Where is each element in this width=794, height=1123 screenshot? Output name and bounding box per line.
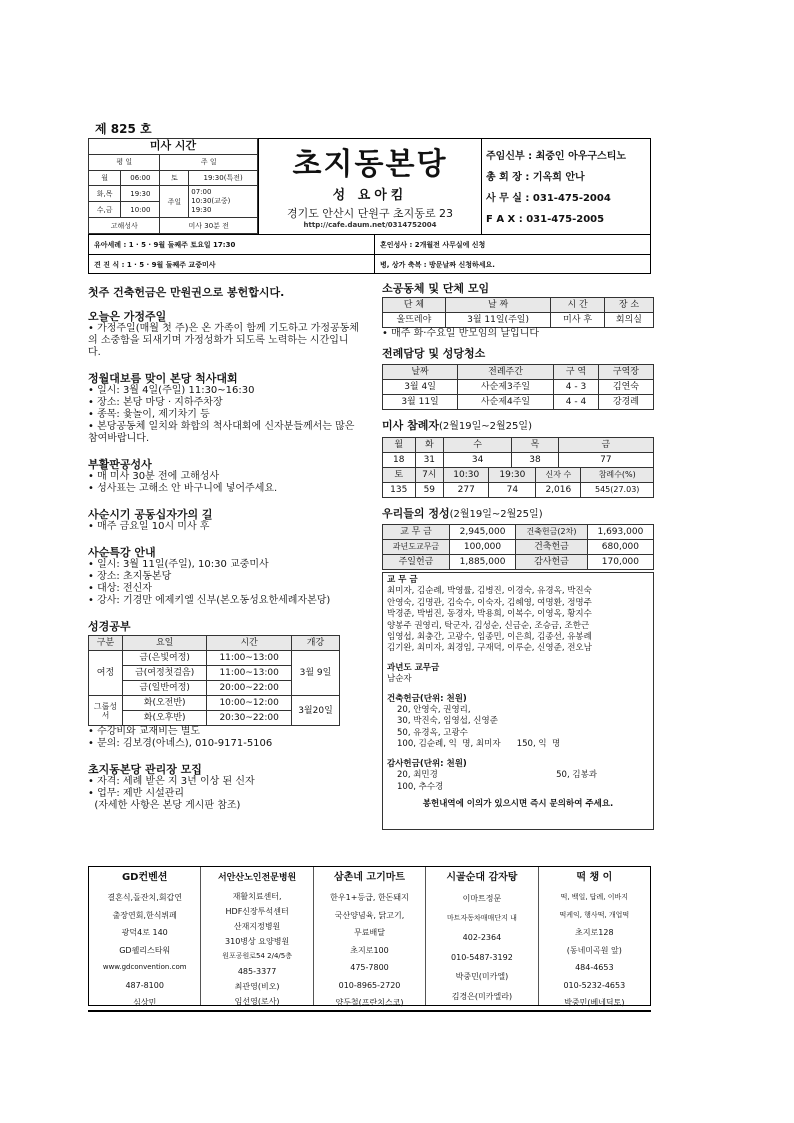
list-item: • 수강비와 교재비는 별도 [88,726,201,737]
td: 59 [415,483,444,498]
box-heading: 과년도 교무금 [387,662,440,673]
th: 19:30 [489,468,536,483]
th: 날짜 [383,365,458,380]
ad-name: 떡 챙 이 [576,872,613,883]
box-heading: 건축헌금(단위: 천원) [387,693,467,704]
bible-group: 여정 [89,651,123,696]
td: 2,016 [536,483,581,498]
ad-line: 310병상 요양병원 [225,937,290,946]
td: 135 [383,483,416,498]
parish-contact-info [486,146,626,230]
ad-sundae [426,867,538,1005]
names-line: 50, 유경옥, 고광수 [397,727,468,738]
list-item: • 종목: 윷놀이, 제기차기 등 [88,409,210,420]
td: 34 [444,453,512,468]
list-item: • 문의: 김보경(아녜스), 010-9171-5106 [88,738,273,749]
ad-hospital [201,867,313,1005]
td: 건축헌금 [516,540,588,555]
small-community-table [382,297,654,328]
parish-address: 경기도 안산시 단원구 초지동로 23 [286,207,454,220]
mass-cell: 토 [160,170,189,186]
small-community-note: • 매주 화·수요일 반모임의 날입니다 [382,328,540,339]
names-line: 100, 김순례, 익 명, 최미자 150, 익 명 [397,739,561,750]
list-item: • 본당공동체 일치와 화합의 척사대회에 신자분들께서는 많은 참여바랍니다. [88,421,355,444]
ad-line: 최관영(비오) [234,982,280,991]
ad-line: 이마트정문 [462,894,502,903]
th: 목 [512,438,559,453]
td: 77 [558,453,653,468]
ad-name: GD컨벤션 [121,872,168,883]
th: 구분 [89,636,123,651]
td: 11:00~13:00 [207,651,292,666]
names-line: 양봉주 권영리, 탁군자, 김성순, 신금순, 조승금, 조한근 [387,620,590,631]
section-title: 오늘은 가정주일 [88,310,167,323]
section-title: 소공동체 및 단체 모임 [382,282,490,295]
list-item: • 매주 금요일 10시 미사 후 [88,521,210,532]
ad-meat-mart [314,867,426,1005]
td: 20:30~22:00 [207,711,292,726]
section-body: • 가정주일(매월 첫 주)은 온 가족이 함께 기도하고 가정공동체의 소중함을 되새기며 가정성화가 되도록 노력하는 시간입니다. [88,323,359,358]
section-title: 전례담당 및 성당청소 [382,347,486,360]
td: 화(오후반) [123,711,207,726]
td: 사순제4주일 [458,395,554,410]
office-label: 사 무 실 : [486,193,530,204]
section-title: 성경공부 [88,620,131,633]
sponsor-ads [88,866,651,1006]
names-line: 최미자, 김순례, 박영률, 김병진, 이경숙, 유경옥, 박진숙 [387,586,592,597]
ad-line: 485-3377 [237,967,277,976]
th: 전례주간 [458,365,554,380]
th: 토 [383,468,416,483]
section-title: 초지동본당 관리장 모집 [88,763,202,776]
parish-url[interactable]: http://cafe.daum.net/0314752004 [303,221,437,229]
chair-label: 총 회 장 : [486,172,530,183]
ad-rice-cake [539,867,650,1005]
names-line: 안영숙, 김명관, 김숙수, 이숙자, 김혜영, 여명환, 정명주 [387,597,592,608]
mass-caption: 미사 시간 [89,139,258,155]
th: 참례수(%) [581,468,654,483]
ad-line: 국산양념육, 닭고기, [334,910,405,920]
sick-blessing: 병, 상가 축복 : 방문날짜 신청하세요. [380,261,495,269]
ad-line: 475-7800 [350,963,389,972]
mass-h-weekend: 주 일 [160,154,258,170]
ad-line: 떡케익, 행사떡, 개업떡 [559,910,630,919]
mass-confession-time: 미사 30분 전 [160,218,258,234]
list-item: • 자격: 세례 받은 지 3년 이상 된 신자 [88,776,255,787]
td: 3월 11일(주일) [445,313,551,328]
td: 2,945,000 [449,525,515,540]
ad-line: 010-5232-4653 [563,980,626,990]
bible-start: 3월20일 [292,696,340,726]
fax-number: 031-475-2005 [526,214,605,225]
mass-sunday-label: 주일 [160,186,189,218]
mass-sunday-times: 07:00 10:30(교중) 19:30 [189,186,258,218]
infant-baptism: 유아세례 : 1 · 5 · 9월 둘째주 토요일 17:30 [94,241,236,249]
ad-line: 박중민(미카엘) [455,972,509,981]
th: 시간 [207,636,292,651]
ad-line: GD웰리스타워 [119,945,171,955]
th: 월 [383,438,416,453]
chair-name: 기옥희 안나 [532,172,585,183]
ad-line: 광덕4로 140 [121,928,168,937]
names-line: 남순자 [387,674,412,685]
offering-note: 봉헌내역에 이의가 있으시면 즉시 문의하여 주세요. [422,798,614,809]
th: 요일 [123,636,207,651]
offering-table [382,524,654,570]
td: 김연숙 [598,380,653,395]
names-line: 30, 박진숙, 임영섭, 신영준 [397,716,498,727]
names-line: 50, 김봉과 [556,770,597,781]
ad-name: 시골순대 감자탕 [446,872,518,883]
section-title: 사순특강 안내 [88,546,156,559]
td: 1,693,000 [587,525,653,540]
td: 3월 11일 [383,395,458,410]
bible-group: 그룹성서 [89,696,123,726]
names-line: 100, 추수경 [397,781,444,792]
th: 금 [558,438,653,453]
td: 감사헌금 [516,555,588,570]
names-line: 20, 최민경 [397,770,438,781]
th: 7시 [415,468,444,483]
td: 545(27.03) [581,483,654,498]
mass-confession: 고해성사 [89,218,160,234]
patron-saint: 성 요아킴 [332,188,408,203]
td: 18 [383,453,416,468]
th: 구 역 [553,365,598,380]
off-period: (2월19일~2월25일) [449,509,543,520]
td: 건축헌금(2차) [516,525,588,540]
names-line: 김기완, 최미자, 최경임, 구재덕, 이루순, 신영준, 전오남 [387,643,592,654]
ad-gd-convention [89,867,201,1005]
mass-cell: 19:30 [121,186,160,202]
ad-line: 초지로128 [575,928,614,937]
notice-building-fund: 첫주 건축헌금은 만원권으로 봉헌합시다. [88,286,285,299]
ad-line: HDF신장투석센터 [225,907,289,916]
ad-line: 박중민(베네딕토) [564,998,625,1007]
ad-line: 임선영(로사) [234,997,280,1006]
td: 강경례 [598,395,653,410]
section-title: 정월대보름 맞이 본당 척사대회 [88,372,238,385]
td: 10:00~12:00 [207,696,292,711]
ad-line: 원포공원로54 2/4/5층 [222,952,292,960]
th: 개강 [292,636,340,651]
names-line: 박경준, 박범진, 동경자, 박용희, 이복수, 이영옥, 황지수 [387,609,592,620]
list-item: • 업무: 제반 시설관리 [88,788,185,799]
ad-line: 재활치료센터, [232,892,282,901]
issue-number: 제 825 호 [95,122,152,136]
td: 주일헌금 [383,555,450,570]
section-title: 부활판공성사 [88,458,152,471]
td: 38 [512,453,559,468]
ad-line: 010-8965-2720 [338,980,401,990]
sacrament-line-1 [88,234,651,254]
ad-line: 떡, 백일, 답례, 이바지 [560,893,629,901]
list-item: • 대상: 전신자 [88,583,152,594]
ad-line: www.gdconvention.com [102,963,187,971]
mass-cell: 수,금 [89,202,121,218]
th: 단 체 [383,298,446,313]
td: 20:00~22:00 [207,681,292,696]
td: 미사 후 [551,313,605,328]
att-period: (2월19일~2월25일) [438,421,532,432]
th: 시 간 [551,298,605,313]
td: 울뜨레야 [383,313,446,328]
td: 74 [489,483,536,498]
left-column [88,287,360,822]
liturgy-cleaning-table [382,364,654,410]
parish-title-block [258,138,482,234]
ad-line: 초지로100 [350,945,389,955]
td: 4 - 4 [553,395,598,410]
ad-name: 삼촌네 고기마트 [333,872,406,883]
offering-names-box [382,572,654,830]
office-phone: 031-475-2004 [532,193,611,204]
td: 과년도교무금 [383,540,450,555]
td: 금(은빛여정) [123,651,207,666]
td: 회의실 [604,313,653,328]
ad-line: 402-2364 [462,933,502,942]
ad-line: 김경은(미카엘라) [451,991,513,1001]
list-item: • 일시: 3월 4일(주일) 11:30~16:30 [88,385,255,396]
list-item: (자세한 사항은 본당 게시판 참조) [88,800,241,811]
td: 100,000 [449,540,515,555]
th: 신자 수 [536,468,581,483]
parish-name: 초지동본당 [292,147,448,182]
section-title: 우리들의 정성 [382,507,450,520]
ad-line: 한우1+등급, 한돈돼지 [330,893,409,902]
ad-line: 010-5487-3192 [451,952,513,962]
td: 금(여정첫걸음) [123,666,207,681]
section-title: 미사 참례자 [382,419,439,432]
td: 3월 4일 [383,380,458,395]
names-line: 20, 안영숙, 권영리, [397,705,471,716]
td: 화(오전반) [123,696,207,711]
td: 680,000 [587,540,653,555]
list-item: • 강사: 기경만 에제키엘 신부(본오동성요한세례자본당) [88,595,331,606]
th: 10:30 [444,468,489,483]
td: 1,885,000 [449,555,515,570]
sacrament-line-2 [88,254,651,274]
th: 날 짜 [445,298,551,313]
ad-line: 양두철(프란치스코) [335,998,404,1007]
bible-start: 3월 9일 [292,651,340,696]
mass-cell: 화,목 [89,186,121,202]
mass-schedule-table [88,138,258,234]
td: 4 - 3 [553,380,598,395]
list-item: • 매 미사 30분 전에 고해성사 [88,471,220,482]
list-item: • 장소: 본당 마당 · 지하주차장 [88,397,223,408]
marriage-sacrament: 혼인성사 : 2개월전 사무실에 신청 [380,241,486,249]
th: 구역장 [598,365,653,380]
list-item: • 성사표는 고해소 안 바구니에 넣어주세요. [88,483,278,494]
td: 277 [444,483,489,498]
mass-cell: 10:00 [121,202,160,218]
confirmation: 견 진 식 : 1 · 5 · 9월 둘째주 교중미사 [94,261,216,269]
ad-line: 산재지정병원 [233,922,281,931]
bottom-rule [88,1010,651,1012]
section-title: 사순시기 공동십자가의 길 [88,508,213,521]
td: 교 무 금 [383,525,450,540]
th: 화 [415,438,444,453]
ad-line: 심상민 [133,998,157,1007]
td: 사순제3주일 [458,380,554,395]
ad-line: 출장연회,한식뷔페 [112,910,177,920]
td: 11:00~13:00 [207,666,292,681]
ad-line: 결혼식,돌잔치,회갑연 [107,893,183,902]
td: 금(일반여정) [123,681,207,696]
ad-line: 마트자동차매매단지 내 [446,913,517,922]
bible-study-table [88,635,340,726]
mass-h-weekday: 평 일 [89,154,160,170]
right-column [382,283,654,830]
box-heading: 교 무 금 [387,575,418,585]
list-item: • 일시: 3월 11일(주일), 10:30 교중미사 [88,559,269,570]
th: 장 소 [604,298,653,313]
mass-cell: 19:30(특전) [189,170,258,186]
mass-cell: 월 [89,170,121,186]
names-line: 임영섭, 최충간, 고광수, 임종민, 이은희, 김종선, 유봉례 [387,632,592,643]
pastor-name: 최중인 아우구스티노 [535,151,627,162]
th: 수 [444,438,512,453]
pastor-label: 주임신부 : [486,151,533,162]
ad-name: 서안산노인전문병원 [217,873,297,883]
td: 31 [415,453,444,468]
ad-line: (동네미곡원 앞) [566,945,622,955]
list-item: • 장소: 초지동본당 [88,571,172,582]
attendance-table [382,437,654,498]
td: 170,000 [587,555,653,570]
mass-cell: 06:00 [121,170,160,186]
ad-line: 487-8100 [125,980,164,990]
ad-line: 무료배달 [354,928,385,937]
box-heading: 감사헌금(단위: 천원) [387,758,467,769]
ad-line: 484-4653 [575,963,614,972]
fax-label: F A X : [486,214,523,225]
